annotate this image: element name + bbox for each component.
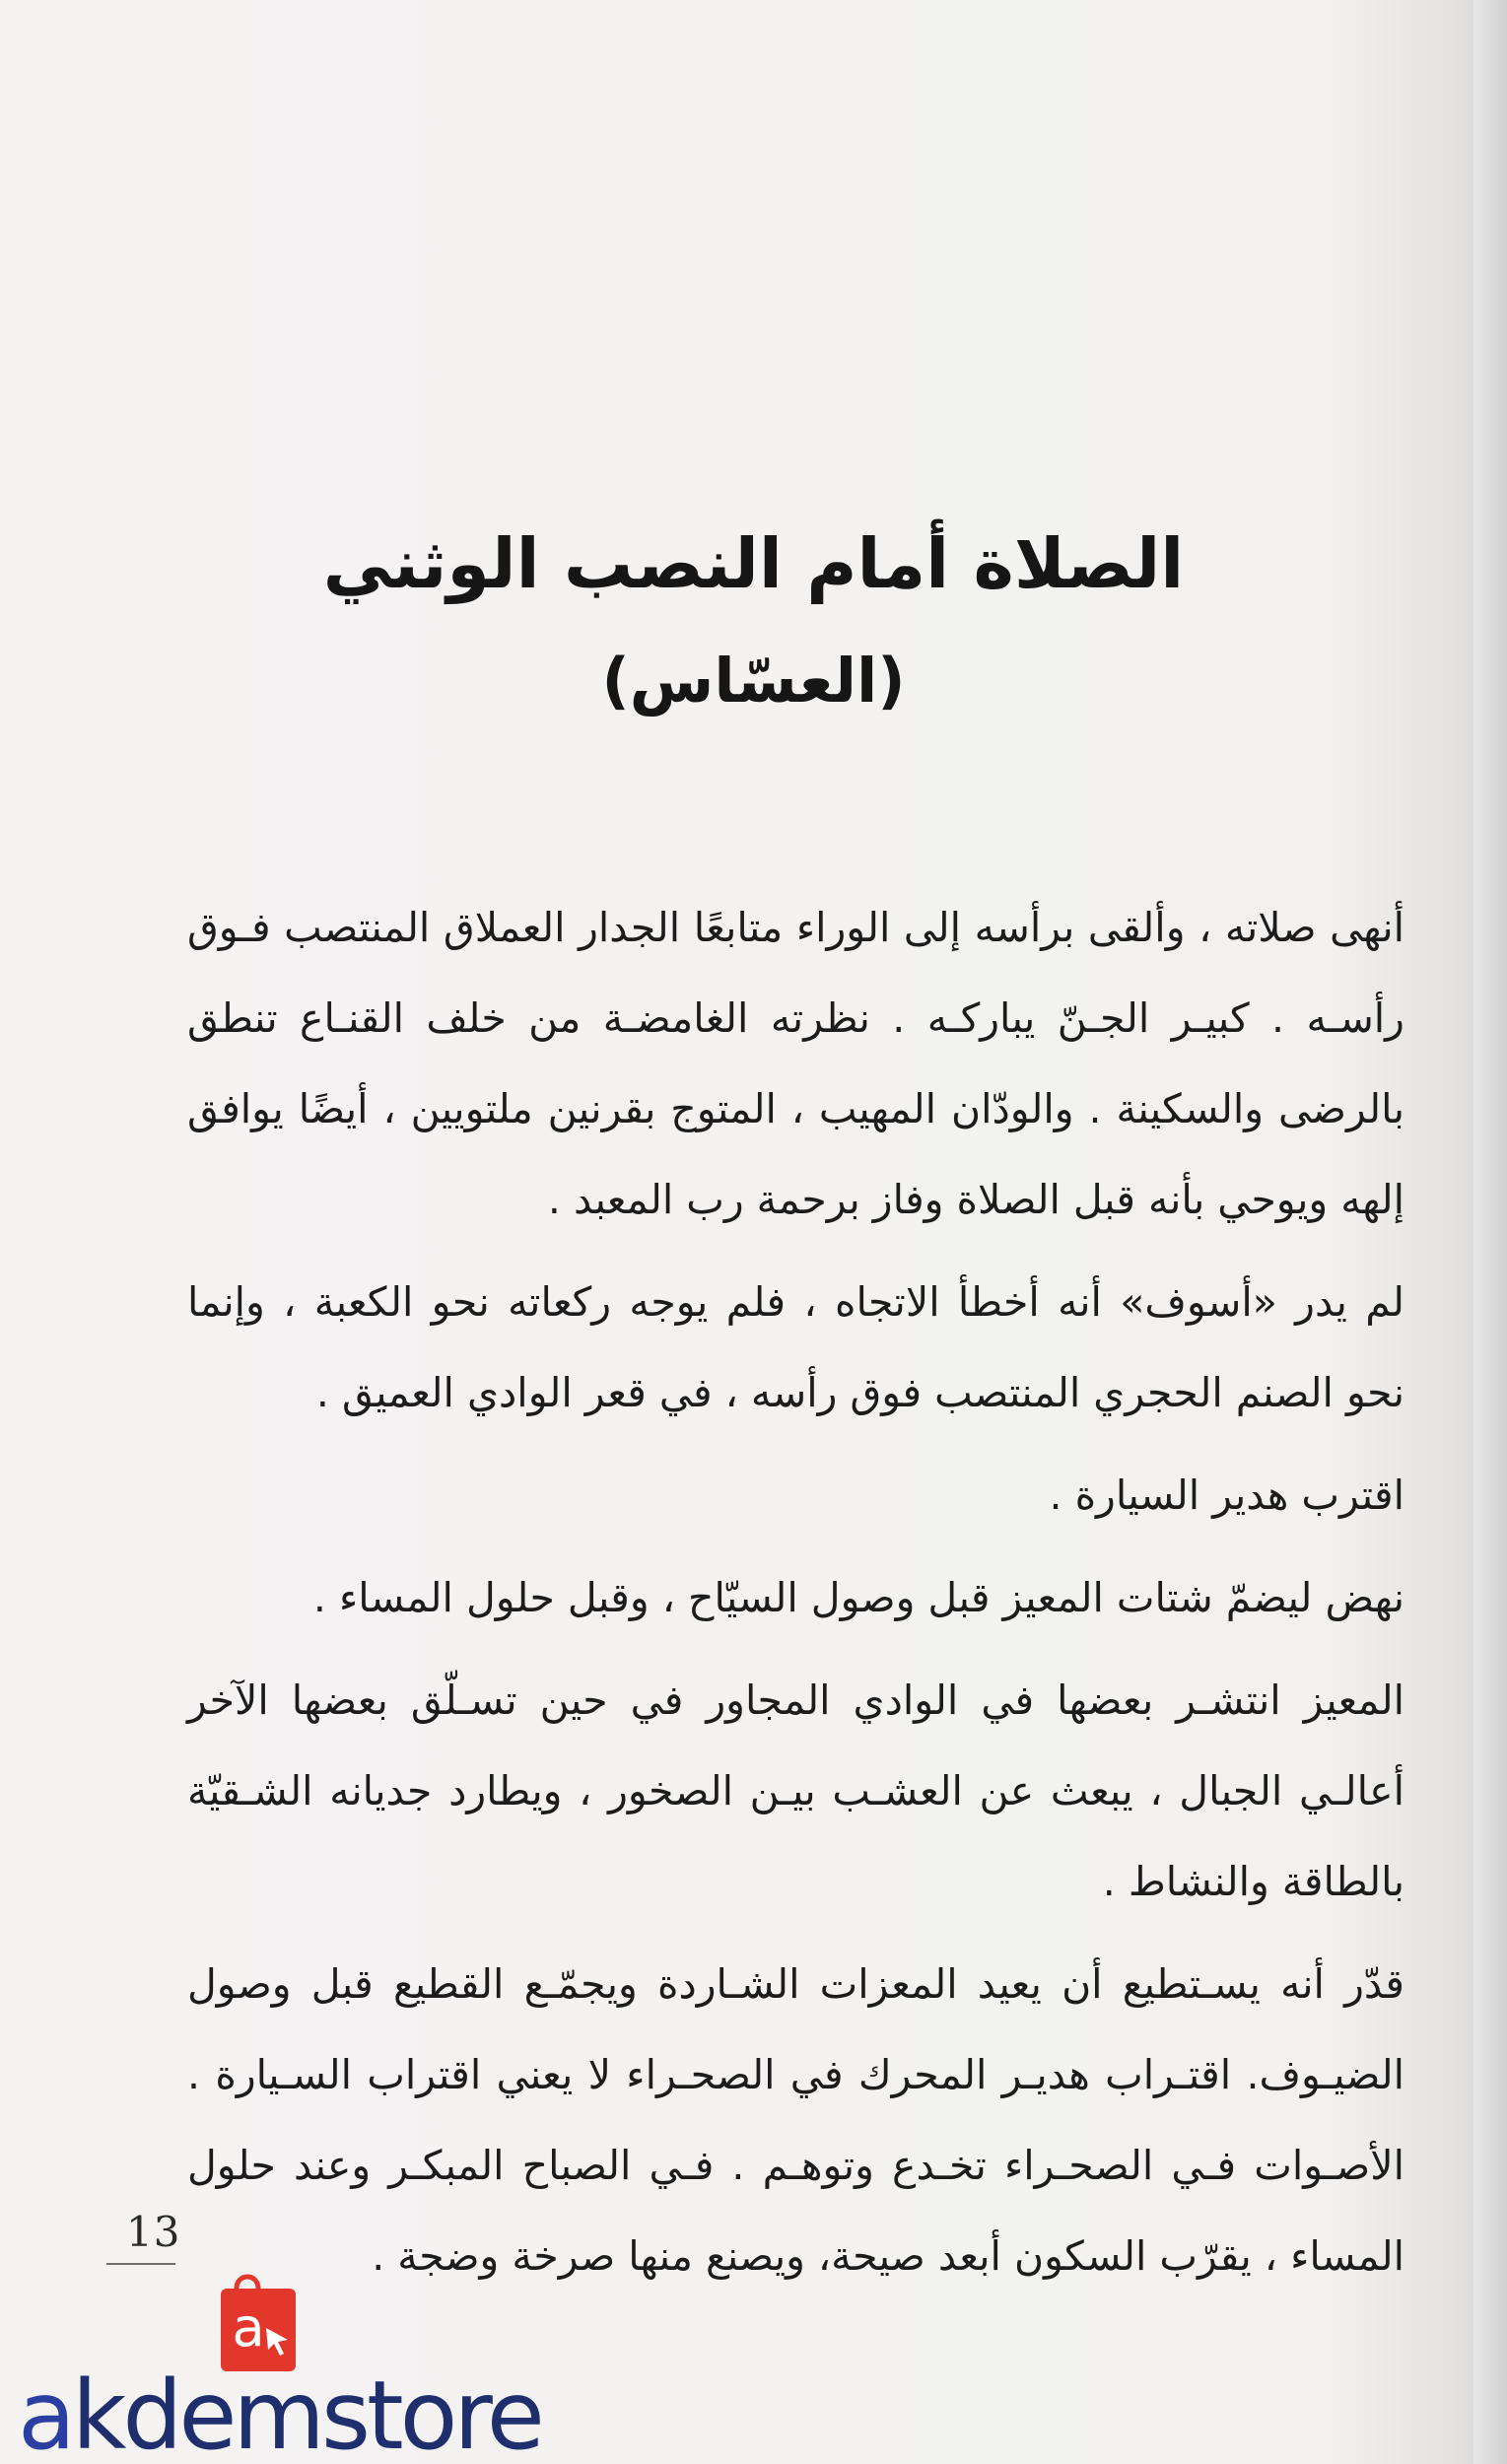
logo-letter: a — [232, 2296, 265, 2359]
paragraph: لم يدر «أسوف» أنه أخطأ الاتجاه ، فلم يوجه ركعاته نحو الكعبة ، وإنما نحو الصنم الحجري المنتصب فوق رأسه ، في قعر الوادي العميق . — [187, 1278, 1404, 1416]
paragraph: قدّر أنه يسـتطيع أن يعيد المعزات الشـاردة ويجمّـع القطيع قبل وصول الضيـوف. اقتـراب هديـر المحرك في الصحـراء لا يعني اقتراب السـيارة . الأصـوات فـي الصحـراء تخـدع وتوهـم . فـي الصباح المبكـر وعند حلول المساء ، يقرّب السكون أبعد صيحة، ويصنع منها صرخة وضجة . — [187, 1960, 1404, 2280]
chapter-title: الصلاة أمام النصب الوثني — [322, 523, 1185, 604]
paragraph: نهض ليضمّ شتات المعيز قبل وصول السيّاح ، وقبل حلول المساء . — [312, 1574, 1404, 1621]
page-number-rule — [106, 2263, 175, 2265]
brand-rest: kdemstore — [71, 2361, 541, 2464]
paragraph: أنهى صلاته ، وألقى برأسه إلى الوراء متابعًا الجدار العملاق المنتصب فـوق رأسـه . كبيـر الجـنّ يباركـه . نظرته الغامضـة من خلف القنـاع تنطق بالرضى والسكينة . والودّان المهيب ، المتوج بقرنين ملتويين ، أيضًا يوافق إلهه ويوحي بأنه قبل الصلاة وفاز برحمة رب المعبد . — [187, 904, 1404, 1223]
paragraph: المعيز انتشـر بعضها في الوادي المجاور في حين تسـلّق بعضها الآخر أعالـي الجبال ، يبعث عن العشـب بيـن الصخور ، ويطارد جديانه الشـقيّة بالطاقة والنشاط . — [187, 1677, 1404, 1905]
chapter-body — [187, 882, 1404, 2313]
paragraph: اقترب هدير السيارة . — [1049, 1472, 1404, 1519]
brand-first-letter: a — [18, 2361, 72, 2464]
shopping-bag-icon — [197, 2267, 315, 2375]
store-watermark — [0, 2267, 552, 2464]
page-number: 13 — [126, 2208, 181, 2256]
store-brand-name — [18, 2361, 541, 2464]
chapter-subtitle: (العسّاس) — [601, 645, 906, 717]
page-edge-shadow — [1473, 0, 1507, 2464]
chapter-heading — [0, 522, 1507, 718]
